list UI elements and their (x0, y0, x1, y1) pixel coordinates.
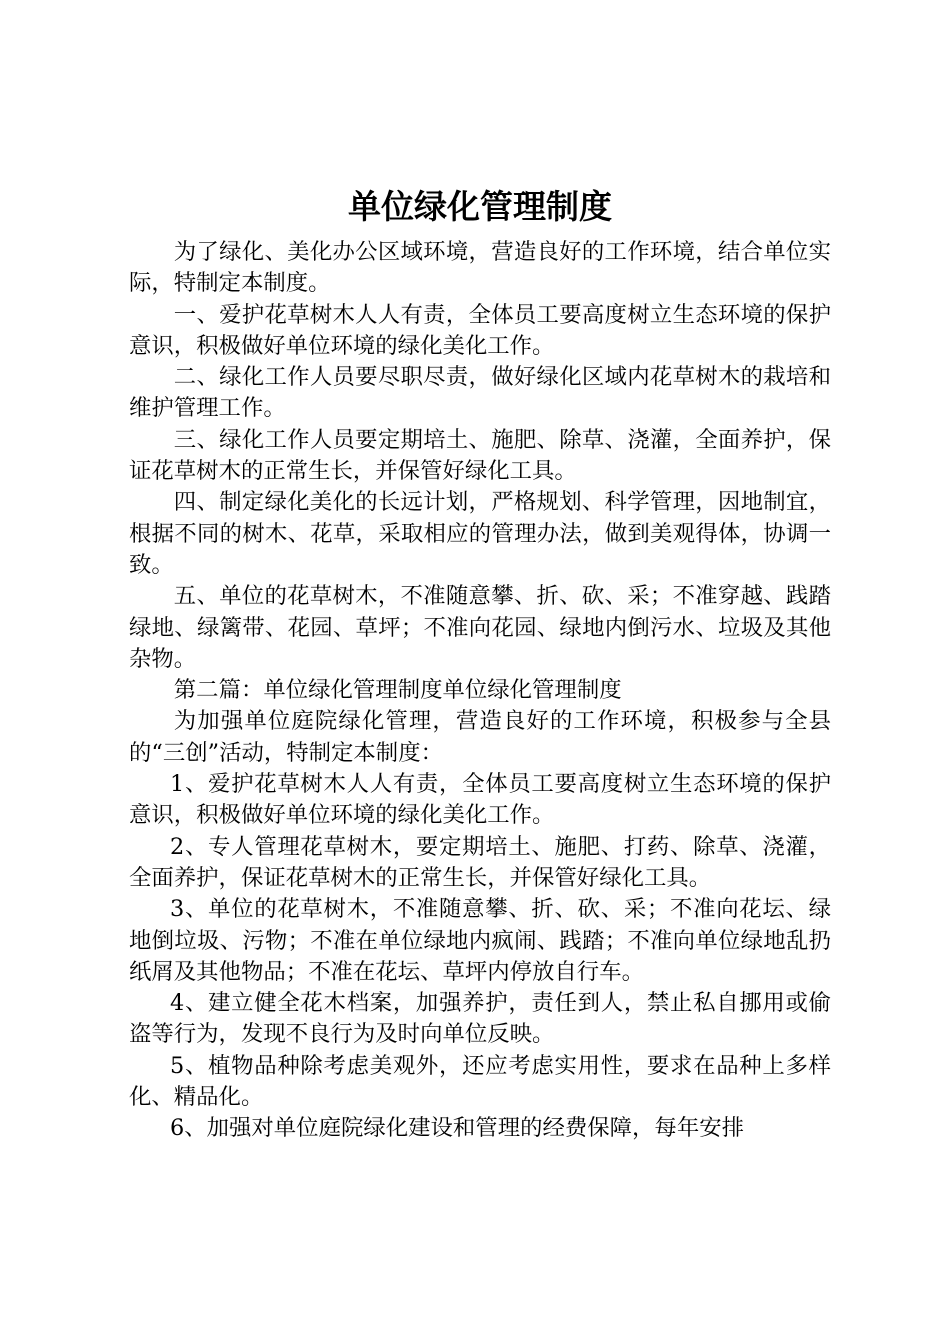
paragraph-intro: 为了绿化、美化办公区域环境，营造良好的工作环境，结合单位实际，特制定本制度。 (129, 239, 831, 297)
paragraph-part2-item-6: 6、加强对单位庭院绿化建设和管理的经费保障，每年安排 (169, 1115, 744, 1142)
document-title: 单位绿化管理制度 (348, 187, 612, 226)
paragraph-item-3: 三、绿化工作人员要定期培土、施肥、除草、浇灌，全面养护，保证花草树木的正常生长，并保管好绿化工具。 (129, 426, 831, 485)
paragraph-part2-item-4: 4、建立健全花木档案，加强养护，责任到人，禁止私自挪用或偷盗等行为，发现不良行为及时向单位反映。 (129, 990, 831, 1048)
paragraph-part2-item-5: 5、植物品种除考虑美观外，还应考虑实用性，要求在品种上多样化、精品化。 (129, 1052, 831, 1111)
paragraph-part2-item-3: 3、单位的花草树木，不准随意攀、折、砍、采；不准向花坛、绿地倒垃圾、污物；不准在单位绿地内疯闹、践踏；不准向单位绿地乱扔纸屑及其他物品；不准在花坛、草坪内停放自行车。 (129, 896, 831, 985)
paragraph-part2-item-2: 2、专人管理花草树木，要定期培土、施肥、打药、除草、浇灌，全面养护，保证花草树木的正常生长，并保管好绿化工具。 (129, 833, 831, 891)
paragraph-item-2: 二、绿化工作人员要尽职尽责，做好绿化区域内花草树木的栽培和维护管理工作。 (129, 364, 831, 422)
document-body (129, 237, 831, 1145)
paragraph-item-4: 四、制定绿化美化的长远计划，严格规划、科学管理，因地制宜，根据不同的树木、花草，采取相应的管理办法，做到美观得体，协调一致。 (129, 489, 831, 578)
paragraph-item-5: 五、单位的花草树木，不准随意攀、折、砍、采；不准穿越、践踏绿地、绿篱带、花园、草坪；不准向花园、绿地内倒污水、垃圾及其他杂物。 (129, 583, 831, 672)
paragraph-part2-item-1: 1、爱护花草树木人人有责，全体员工要高度树立生态环境的保护意识，积极做好单位环境的绿化美化工作。 (129, 771, 831, 829)
paragraph-item-1: 一、爱护花草树木人人有责，全体员工要高度树立生态环境的保护意识，积极做好单位环境的绿化美化工作。 (129, 301, 831, 359)
paragraph-part2-intro: 为加强单位庭院绿化管理，营造良好的工作环境，积极参与全县的“三创”活动，特制定本制度： (129, 708, 831, 766)
section-heading-part2: 第二篇：单位绿化管理制度单位绿化管理制度 (173, 677, 622, 704)
